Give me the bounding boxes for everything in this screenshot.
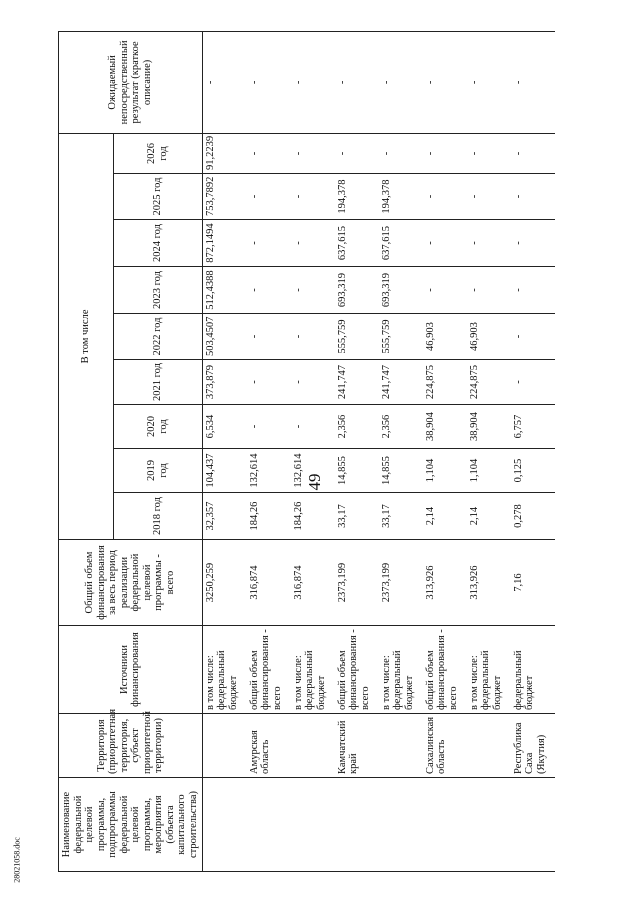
cell-total: 3250,259 [202,540,247,626]
cell-y2021: 224,875 [423,360,467,405]
header-year-2026: 2026 год [113,133,202,173]
cell-y2020: - [291,405,335,449]
cell-total: 2373,199 [379,540,423,626]
cell-y2018: 2,14 [423,493,467,540]
header-total: Общий объем финансирования за весь период реализации федеральной целевой программы - всего [59,540,203,626]
cell-territory: Камчатский край [335,714,379,778]
cell-y2026: - [511,133,555,173]
header-year-2021: 2021 год [113,360,202,405]
cell-y2022: 503,4507 [202,314,247,360]
cell-y2018: 32,357 [202,493,247,540]
header-territory: Территория (приоритетная территория, субъект приоритетной территории) [59,714,203,778]
cell-territory [379,714,423,778]
cell-y2022: - [291,314,335,360]
cell-y2019: 14,855 [335,449,379,493]
cell-y2022: 555,759 [379,314,423,360]
header-year-2020: 2020 год [113,405,202,449]
cell-y2020: - [247,405,291,449]
cell-result: - [247,31,291,133]
cell-y2020: 2,356 [379,405,423,449]
header-name: Наименование федеральной целевой программы, подпрограммы федеральной целевой программы, мероприятия (объекта капитального строительства) [59,778,203,872]
header-year-2019: 2019 год [113,449,202,493]
cell-name [247,778,291,872]
cell-result: - [511,31,555,133]
cell-name [467,778,511,872]
cell-y2025: 753,7892 [202,174,247,220]
table-row [335,31,379,871]
header-result: Ожидаемый непосредственный результат (краткое описание) [59,31,203,133]
cell-y2022: 555,759 [335,314,379,360]
cell-source: общий объем финансирования - всего [247,626,291,714]
cell-y2024: - [511,220,555,267]
table-row [291,31,335,871]
cell-y2024: - [467,220,511,267]
cell-source: в том числе: федеральный бюджет [202,626,247,714]
cell-y2019: 1,104 [423,449,467,493]
cell-result: - [335,31,379,133]
table-row [467,31,511,871]
cell-y2026: - [467,133,511,173]
cell-result: - [467,31,511,133]
cell-y2022: 46,903 [467,314,511,360]
header-source: Источники финансирования [59,626,203,714]
financing-table [58,31,555,872]
cell-name [335,778,379,872]
cell-y2018: 184,26 [291,493,335,540]
cell-y2021: - [511,360,555,405]
cell-y2020: 6,757 [511,405,555,449]
cell-y2024: 637,615 [379,220,423,267]
header-year-2018: 2018 год [113,493,202,540]
cell-y2024: 637,615 [335,220,379,267]
page-number: 49 [305,473,324,491]
cell-name [202,778,247,872]
cell-y2023: 693,319 [335,267,379,314]
cell-y2021: 241,747 [335,360,379,405]
cell-y2018: 33,17 [335,493,379,540]
cell-total: 316,874 [247,540,291,626]
cell-y2021: - [291,360,335,405]
cell-y2022: 46,903 [423,314,467,360]
cell-source: в том числе: федеральный бюджет [467,626,511,714]
cell-territory: Республика Саха (Якутия) [511,714,555,778]
cell-total: 2373,199 [335,540,379,626]
cell-source: федеральный бюджет [511,626,555,714]
cell-territory [202,714,247,778]
table-body [202,31,555,871]
cell-result: - [291,31,335,133]
cell-y2026: - [379,133,423,173]
table-row [379,31,423,871]
cell-territory [291,714,335,778]
cell-total: 7,16 [511,540,555,626]
cell-territory: Амурская область [247,714,291,778]
cell-result: - [423,31,467,133]
cell-y2019: 1,104 [467,449,511,493]
cell-y2021: 241,747 [379,360,423,405]
cell-y2021: - [247,360,291,405]
table-row [202,31,247,871]
cell-y2025: 194,378 [379,174,423,220]
cell-result: - [202,31,247,133]
cell-result: - [379,31,423,133]
cell-y2021: 373,879 [202,360,247,405]
document-id: 28021058.doc [12,837,22,883]
cell-y2024: 872,1494 [202,220,247,267]
cell-y2020: 38,904 [467,405,511,449]
cell-y2025: - [511,174,555,220]
cell-y2023: - [467,267,511,314]
cell-y2024: - [247,220,291,267]
cell-y2025: 194,378 [335,174,379,220]
cell-y2026: - [247,133,291,173]
cell-y2019: 132,614 [291,449,335,493]
cell-y2022: - [247,314,291,360]
header-year-2024: 2024 год [113,220,202,267]
cell-total: 316,874 [291,540,335,626]
cell-y2025: - [291,174,335,220]
cell-source: общий объем финансирования - всего [423,626,467,714]
cell-y2026: - [423,133,467,173]
table-row [247,31,291,871]
cell-y2024: - [291,220,335,267]
table-row [423,31,467,871]
header-year-2025: 2025 год [113,174,202,220]
cell-y2020: 2,356 [335,405,379,449]
header-year-2023: 2023 год [113,267,202,314]
cell-y2019: 104,437 [202,449,247,493]
financing-table-container [58,32,585,872]
cell-y2023: - [423,267,467,314]
cell-y2023: - [511,267,555,314]
cell-y2018: 33,17 [379,493,423,540]
cell-name [423,778,467,872]
table-row [511,31,555,871]
cell-y2026: 91,2239 [202,133,247,173]
cell-territory: Сахалинская область [423,714,467,778]
cell-y2025: - [467,174,511,220]
cell-y2019: 132,614 [247,449,291,493]
cell-y2022: - [511,314,555,360]
cell-y2018: 0,278 [511,493,555,540]
cell-y2019: 14,855 [379,449,423,493]
cell-y2026: - [291,133,335,173]
cell-y2026: - [335,133,379,173]
cell-y2023: - [291,267,335,314]
cell-y2020: 38,904 [423,405,467,449]
cell-y2025: - [247,174,291,220]
cell-source: в том числе: федеральный бюджет [379,626,423,714]
cell-total: 313,926 [423,540,467,626]
cell-y2023: 693,319 [379,267,423,314]
cell-y2025: - [423,174,467,220]
cell-name [511,778,555,872]
cell-y2024: - [423,220,467,267]
cell-y2021: 224,875 [467,360,511,405]
cell-y2018: 2,14 [467,493,511,540]
cell-y2023: 512,4388 [202,267,247,314]
cell-y2019: 0,125 [511,449,555,493]
cell-y2018: 184,26 [247,493,291,540]
cell-y2020: 6,534 [202,405,247,449]
cell-total: 313,926 [467,540,511,626]
header-year-2022: 2022 год [113,314,202,360]
cell-territory [467,714,511,778]
cell-y2023: - [247,267,291,314]
cell-name [379,778,423,872]
cell-name [291,778,335,872]
cell-source: общий объем финансирования - всего [335,626,379,714]
cell-source: в том числе: федеральный бюджет [291,626,335,714]
header-including: В том числе [59,133,114,539]
